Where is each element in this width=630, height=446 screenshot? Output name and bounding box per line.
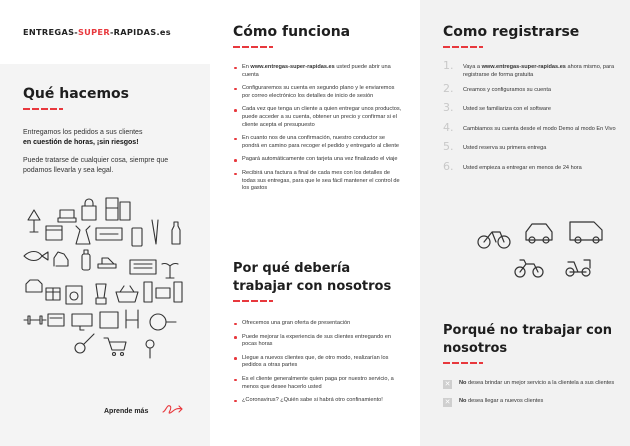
knife-icon <box>152 220 158 244</box>
como-registrarse-title: Como registrarse <box>443 24 580 40</box>
shopping-bag-icon <box>82 199 96 220</box>
logo-band <box>0 0 210 64</box>
shoes-icon <box>98 258 116 268</box>
list-item: Ofrecemos una gran oferta de presentación <box>233 320 403 328</box>
washing-machine-icon <box>66 286 82 304</box>
porque-no-title: Porqué no trabajar con nosotros <box>443 323 613 356</box>
products-icon-cluster <box>20 192 195 392</box>
tv-icon <box>72 314 92 330</box>
chair-icon <box>126 310 138 328</box>
column-que-hacemos <box>0 0 210 446</box>
como-funciona-list <box>233 64 403 199</box>
porque-no-list <box>443 380 623 415</box>
learn-more-link[interactable]: Aprende más <box>104 408 149 415</box>
title-underline <box>233 300 273 302</box>
step-item: 1. Vaya a www.entregas-super-rapidas.es ahora mismo, para registrarse de forma gratuita <box>443 59 615 78</box>
que-hacemos-title: Qué hacemos <box>23 86 129 102</box>
plant-icon <box>162 264 178 279</box>
laundry-icon <box>46 226 62 240</box>
que-hacemos-body: Puede tratarse de cualquier cosa, siempre que podamos llevarla y sea legal. <box>23 157 169 174</box>
brand-logo[interactable]: ENTREGAS-SUPER-RAPIDAS.es <box>23 27 171 37</box>
column-como-funciona <box>210 0 420 446</box>
sign-icon <box>96 228 122 240</box>
title-underline <box>233 46 273 48</box>
pan-icon <box>150 314 176 330</box>
dog-icon <box>54 252 68 266</box>
list-item: Cada vez que tenga un cliente a quien entregar unos productos, puede acceder a su cuenta, obtener un precio y confirmar si el cliente acepta el presupuesto <box>233 106 403 129</box>
speakers-icon <box>144 282 182 302</box>
step-item: 4. Cambiamos su cuenta desde el modo Demo al modo En Vivo <box>443 120 616 134</box>
que-hacemos-lead: Entregamos los pedidos a sus clientes en cuestión de horas, ¡sin riesgos! <box>23 129 143 146</box>
step-item: 5. Usted reserva su primera entrega <box>443 140 547 154</box>
lamp-icon <box>28 210 40 232</box>
cooler-icon <box>100 312 118 328</box>
list-item: Llegue a nuevos clientes que, de otro modo, realizarían los pedidos a otras partes <box>233 355 403 370</box>
blender-icon <box>96 284 106 304</box>
flower-icon <box>146 340 154 358</box>
bicycle-icon <box>478 232 510 248</box>
baby-bottle-icon <box>82 250 90 270</box>
guitar-icon <box>75 334 94 353</box>
scribble-arrow-icon[interactable] <box>162 402 184 416</box>
step-item: 3. Usted se familiariza con el software <box>443 101 551 115</box>
por-que-list <box>233 320 403 411</box>
vehicles-illustration <box>460 210 610 282</box>
motorbike-icon <box>515 260 543 277</box>
bottle-icon <box>172 222 180 244</box>
list-item: ✕ No desea llegar a nuevos clientes <box>444 397 544 406</box>
list-item: Puede mejorar la experiencia de sus clientes entregando en pocas horas <box>233 334 403 349</box>
list-item: Pagará automáticamente con tarjeta una vez finalizado el viaje <box>233 156 403 164</box>
tools-icon <box>48 314 64 326</box>
list-item: ¿Coronavirus? ¿Quién sabe si habrá otro confinamiento! <box>233 397 403 405</box>
list-item: Configuraremos su cuenta en segundo plano y le enviaremos por correo electrónico los detalles de inicio de sesión <box>233 85 403 100</box>
como-funciona-title: Cómo funciona <box>233 24 351 40</box>
fish-icon <box>24 252 48 261</box>
step-item: 2. Creamos y configuramos su cuenta <box>443 81 551 95</box>
sofa-icon <box>58 210 76 222</box>
list-item: ✕ No desea brindar un mejor servicio a la clientela a sus clientes <box>444 380 615 388</box>
x-icon: ✕ <box>444 398 451 406</box>
phone-icon <box>132 228 142 246</box>
x-icon: ✕ <box>444 381 451 388</box>
dress-icon <box>76 226 90 244</box>
step-item: 6. Usted empieza a entregar en menos de 24 hora <box>443 159 582 173</box>
van-icon <box>570 222 602 243</box>
por-que-title: Por qué debería trabajar con nosotros <box>233 261 392 294</box>
registration-steps <box>443 59 623 184</box>
cart-icon <box>104 338 126 356</box>
basket-icon <box>116 286 138 302</box>
food-tray-icon <box>130 260 156 274</box>
title-underline <box>443 46 483 48</box>
gift-icon <box>46 288 60 300</box>
title-underline <box>443 362 483 364</box>
list-item: Recibirá una factura a final de cada mes con los detalles de todas sus entregas, para que le sea fácil mantener el control de los gastos <box>233 170 403 193</box>
scooter-icon <box>566 260 590 276</box>
jars-icon <box>106 198 130 220</box>
column-como-registrarse <box>420 0 630 446</box>
list-item: En www.entregas-super-rapidas.es usted puede abrir una cuenta <box>233 64 403 79</box>
list-item: Es el cliente generalmente quien paga por nuestro servicio, a menos que desee hacerlo usted <box>233 376 403 391</box>
title-underline <box>23 108 63 110</box>
dumbbell-icon <box>24 316 46 324</box>
list-item: En cuanto nos de una confirmación, nuestro conductor se pondrá en camino para recoger el pedido y entregarlo al cliente <box>233 135 403 150</box>
car-icon <box>526 224 552 243</box>
tea-kettle-icon <box>26 280 42 292</box>
